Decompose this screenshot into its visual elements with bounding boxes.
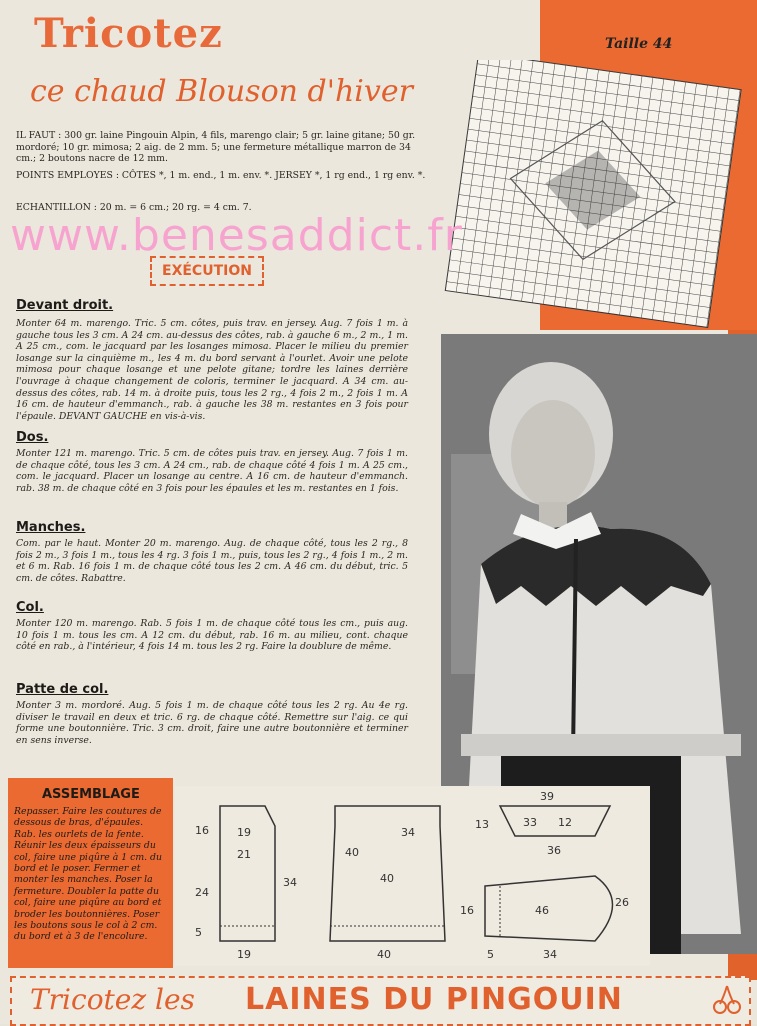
section-heading-patte: Patte de col.	[16, 682, 109, 697]
sleeve-cuff-dim: 16	[460, 904, 474, 917]
sleeve-rib-dim: 5	[487, 948, 494, 961]
back-center-dim: 40	[380, 872, 394, 885]
gauge-text: ECHANTILLON : 20 m. = 6 cm.; 20 rg. = 4 cm. 7.	[16, 202, 252, 213]
sleeve-bottom-dim: 34	[543, 948, 557, 961]
collar-top-dim: 39	[540, 790, 554, 803]
back-bottom-dim: 40	[377, 948, 391, 961]
materials-text: IL FAUT : 300 gr. laine Pingouin Alpin, 4 fils, marengo clair; 5 gr. laine gitane; 50 gr. mordoré; 10 gr. mimosa; 2 aig. de 2 mm. 5; une fermeture métallique marron de 34 cm.; 2 boutons nacre de 12 mm.	[16, 130, 416, 165]
execution-label: EXÉCUTION	[150, 256, 264, 286]
section-heading-manches: Manches.	[16, 520, 86, 535]
size-label: Taille 44	[605, 36, 673, 52]
collar-outline	[500, 806, 610, 836]
section-body-col: Monter 120 m. marengo. Rab. 5 fois 1 m. de chaque côté tous les cm., puis aug. 10 fois 1 m. tous les cm. A 12 cm. du début, rab. 16 m. au milieu, cont. chaque côté en rab., à l'intérieur, 4 fois 14 m. tous les 2 rg. Faire la doublure de même.	[16, 618, 408, 653]
front-top-dim: 19	[237, 826, 251, 839]
page-subtitle: ce chaud Blouson d'hiver	[30, 74, 413, 109]
assemblage-title: ASSEMBLAGE	[42, 787, 140, 802]
watermark-url: www.benesaddict.fr	[10, 210, 463, 261]
back-top-dim: 34	[401, 826, 415, 839]
sweater-rib-band	[461, 734, 741, 756]
pattern-schematic-svg	[175, 786, 650, 966]
footer-script-text: Tricotez les	[30, 983, 195, 1016]
front-bottom-dim: 19	[237, 948, 251, 961]
front-height-dim: 34	[283, 876, 297, 889]
section-heading-col: Col.	[16, 600, 44, 615]
section-body-dos: Monter 121 m. marengo. Tric. 5 cm. de côtes puis trav. en jersey. Aug. 7 fois 1 m. de chaque côté, tous les 3 cm. A 24 cm., rab. de chaque côté 4 fois 1 m. A 25 cm., com. le jacquard. Placer un losange au centre. A 16 cm. de hauteur d'emmanch. rab. 38 m. de chaque côté en 3 fois pour les épaules et les m. restantes en 1 fois.	[16, 448, 408, 494]
stitches-text: POINTS EMPLOYES : CÔTES *, 1 m. end., 1 m. env. *. JERSEY *, 1 rg end., 1 rg env. *.	[16, 170, 426, 181]
cherry-icon	[710, 982, 744, 1016]
front-rib-dim: 5	[195, 926, 202, 939]
jacquard-grid-svg	[440, 60, 745, 330]
pattern-schematic	[175, 786, 650, 966]
back-left-dim: 40	[345, 846, 359, 859]
assemblage-text: Repasser. Faire les coutures de dessous de bras, d'épaules. Rab. les ourlets de la fente. Réunir les deux épaisseurs du col, faire une piqûre à 1 cm. du bord et le poser. Fermer et monter les manches. Poser la fermeture. Doubler la patte du col, faire une piqûre au bord et broder les boutonnières. Poser les boutons sous le col à 2 cm. du bord et à 3 de l'encolure.	[14, 806, 162, 943]
front-body-dim: 24	[195, 886, 209, 899]
sleeve-right-dim: 26	[615, 896, 629, 909]
section-body-devant: Monter 64 m. marengo. Tric. 5 cm. côtes, puis trav. en jersey. Aug. 7 fois 1 m. à gauche tous les 3 cm. A 24 cm. au-dessus des côtes, rab. à gauche 6 m., 2 m., 1 m. A 25 cm., com. le jacquard par les losanges mimosa. Placer le milieu du premier losange sur la cinquième m., les 4 m. du bord servant à l'ourlet. Avoir une pelote mimosa pour chaque losange et une pelote gitane; tordre les laines derrière l'ouvrage à chaque changement de coloris, terminer le jacquard. A 34 cm. au-dessus des côtes, rab. 14 m. à droite puis, tous les 2 rg., 4 fois 2 m., 2 fois 1 m. A 16 cm. de hauteur d'emmanch., rab. à gauche les 38 m. restantes en 3 fois pour l'épaule. DEVANT GAUCHE en vis-à-vis.	[16, 318, 408, 422]
page-title: Tricotez	[34, 10, 223, 57]
collar-side-dim: 13	[475, 818, 489, 831]
section-heading-dos: Dos.	[16, 430, 49, 445]
jacquard-grid-chart	[440, 60, 745, 330]
front-mid-dim: 21	[237, 848, 251, 861]
collar-height-dim: 12	[558, 816, 572, 829]
sleeve-length-dim: 46	[535, 904, 549, 917]
footer-brand-text: LAINES DU PINGOUIN	[245, 982, 623, 1017]
section-heading-devant: Devant droit.	[16, 298, 114, 313]
section-body-manches: Com. par le haut. Monter 20 m. marengo. Aug. de chaque côté, tous les 2 rg., 8 fois 2 m., 3 fois 1 m., tous les 4 rg. 3 fois 1 m., puis, tous les 2 rg., 4 fois 1 m., 2 m. et 6 m. Rab. 16 fois 1 m. de chaque côté tous les 2 cm. A 46 cm. du début, tric. 5 cm. de côtes. Rabattre.	[16, 538, 408, 584]
collar-width-dim: 33	[523, 816, 537, 829]
section-body-patte: Monter 3 m. mordoré. Aug. 5 fois 1 m. de chaque côté tous les 2 rg. Au 4e rg. diviser le travail en deux et tric. 6 rg. de chaque côté. Remettre sur l'aig. ce qui forme une boutonnière. Tric. 3 cm. droit, faire une autre boutonnière et terminer en sens inverse.	[16, 700, 408, 746]
model-face	[511, 400, 595, 508]
front-armhole-dim: 16	[195, 824, 209, 837]
collar-bottom-dim: 36	[547, 844, 561, 857]
